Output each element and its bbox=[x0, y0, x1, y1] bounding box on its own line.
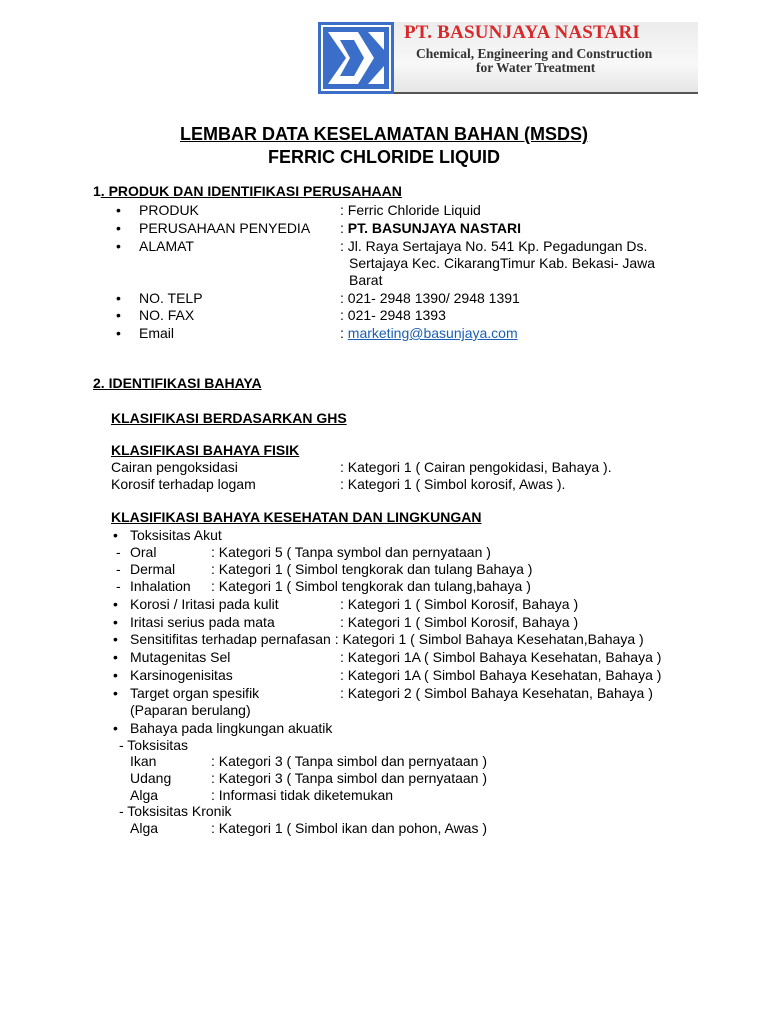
health-row-value: : Kategori 2 ( Simbol Bahaya Kesehatan, Bahaya ) bbox=[340, 685, 653, 701]
health-row-value: : Kategori 1 ( Simbol Korosif, Bahaya ) bbox=[340, 596, 579, 612]
row-value-produk: : Ferric Chloride Liquid bbox=[340, 202, 481, 218]
aquatic-hazard-label: Bahaya pada lingkungan akuatik bbox=[130, 720, 333, 736]
bullet-icon: • bbox=[113, 596, 118, 612]
row-value-alamat-1: : Jl. Raya Sertajaya No. 541 Kp. Pegadungan Ds. bbox=[340, 238, 648, 254]
company-logo-icon bbox=[318, 22, 394, 94]
section-1-heading bbox=[93, 183, 402, 200]
health-row-value: : Kategori 1 ( Simbol Korosif, Bahaya ) bbox=[340, 614, 579, 630]
health-row-label: Karsinogenisitas bbox=[130, 667, 233, 683]
chronic-row-value: : Kategori 1 ( Simbol ikan dan pohon, Awas ) bbox=[211, 820, 488, 836]
bullet-icon: • bbox=[113, 685, 118, 701]
row-label-telp: NO. TELP bbox=[139, 290, 203, 306]
document-title: LEMBAR DATA KESELAMATAN BAHAN (MSDS) bbox=[180, 124, 588, 144]
toxicity-row-label: Udang bbox=[130, 770, 172, 786]
chronic-toxicity-label: - Toksisitas Kronik bbox=[119, 803, 232, 819]
bullet-icon: • bbox=[116, 290, 121, 306]
bullet-icon: • bbox=[113, 667, 118, 683]
health-row-label: Iritasi serius pada mata bbox=[130, 614, 275, 630]
brand-box bbox=[394, 22, 698, 94]
bullet-icon: • bbox=[116, 202, 121, 218]
toxicity-row-value: : Informasi tidak diketemukan bbox=[211, 787, 394, 803]
section-1-title: . PRODUK DAN IDENTIFIKASI PERUSAHAAN bbox=[100, 183, 402, 199]
health-row-label: Korosi / Iritasi pada kulit bbox=[130, 596, 279, 612]
dash-icon: - bbox=[116, 561, 121, 577]
row-value-perusahaan bbox=[340, 220, 521, 237]
email-link[interactable]: marketing@basunjaya.com bbox=[347, 325, 518, 341]
company-name-value: PT. BASUNJAYA NASTARI bbox=[347, 220, 522, 236]
dash-icon: - bbox=[116, 544, 121, 560]
row-value-telp: : 021- 2948 1390/ 2948 1391 bbox=[340, 290, 520, 306]
health-hazard-heading: KLASIFIKASI BAHAYA KESEHATAN DAN LINGKUNGAN bbox=[111, 509, 482, 525]
bullet-icon: • bbox=[113, 720, 118, 736]
company-tagline-1: Chemical, Engineering and Construction bbox=[416, 46, 653, 61]
acute-row-label: Inhalation bbox=[130, 578, 191, 594]
acute-row-value: : Kategori 5 ( Tanpa symbol dan pernyataan ) bbox=[211, 544, 491, 560]
toxicity-label: - Toksisitas bbox=[119, 737, 188, 753]
health-row-label: Target organ spesifik bbox=[130, 685, 260, 701]
row-value-alamat-3: Barat bbox=[349, 272, 383, 288]
physical-row-value: : Kategori 1 ( Cairan pengokidasi, Bahaya ). bbox=[340, 459, 612, 475]
bullet-icon: • bbox=[116, 307, 121, 323]
bullet-icon: • bbox=[113, 614, 118, 630]
bullet-icon: • bbox=[116, 325, 121, 341]
toxicity-row-label: Alga bbox=[130, 787, 159, 803]
bullet-icon: • bbox=[113, 631, 118, 647]
bullet-icon: • bbox=[116, 220, 121, 236]
letterhead bbox=[318, 22, 698, 94]
health-row-value: : Kategori 1A ( Simbol Bahaya Kesehatan, Bahaya ) bbox=[340, 649, 662, 665]
separator: : bbox=[340, 325, 348, 341]
toxicity-row-value: : Kategori 3 ( Tanpa simbol dan pernyataan ) bbox=[211, 770, 488, 786]
health-row-label: Mutagenitas Sel bbox=[130, 649, 231, 665]
section-2-heading: 2. IDENTIFIKASI BAHAYA bbox=[93, 375, 262, 391]
physical-row-label: Korosif terhadap logam bbox=[111, 476, 256, 492]
acute-row-label: Dermal bbox=[130, 561, 176, 577]
health-row-value: : Kategori 1A ( Simbol Bahaya Kesehatan, Bahaya ) bbox=[340, 667, 662, 683]
acute-row-value: : Kategori 1 ( Simbol tengkorak dan tulang,bahaya ) bbox=[211, 578, 531, 594]
chronic-row-label: Alga bbox=[130, 820, 159, 836]
acute-row-label: Oral bbox=[130, 544, 157, 560]
health-row-label: Sensitifitas terhadap pernafasan : Kategori 1 ( Simbol Bahaya Kesehatan,Bahaya ) bbox=[130, 631, 644, 647]
physical-row-label: Cairan pengoksidasi bbox=[111, 459, 238, 475]
physical-row-value: : Kategori 1 ( Simbol korosif, Awas ). bbox=[340, 476, 566, 492]
company-name: PT. BASUNJAYA NASTARI bbox=[404, 22, 640, 43]
company-tagline-2: for Water Treatment bbox=[476, 60, 596, 75]
dash-icon: - bbox=[116, 578, 121, 594]
row-value-fax: : 021- 2948 1393 bbox=[340, 307, 446, 323]
row-label-produk: PRODUK bbox=[139, 202, 199, 218]
row-label-perusahaan: PERUSAHAAN PENYEDIA bbox=[139, 220, 311, 236]
document-subtitle: FERRIC CHLORIDE LIQUID bbox=[268, 147, 500, 167]
row-value-email bbox=[340, 325, 518, 342]
physical-hazard-heading: KLASIFIKASI BAHAYA FISIK bbox=[111, 442, 300, 458]
section-1-number: 1 bbox=[93, 183, 101, 199]
bullet-icon: • bbox=[116, 238, 121, 254]
bullet-icon: • bbox=[113, 649, 118, 665]
acute-toxicity-label: Toksisitas Akut bbox=[130, 527, 222, 543]
ghs-heading: KLASIFIKASI BERDASARKAN GHS bbox=[111, 410, 347, 426]
health-row-sublabel: (Paparan berulang) bbox=[130, 702, 251, 718]
row-label-fax: NO. FAX bbox=[139, 307, 195, 323]
row-label-alamat: ALAMAT bbox=[139, 238, 194, 254]
toxicity-row-value: : Kategori 3 ( Tanpa simbol dan pernyataan ) bbox=[211, 753, 488, 769]
acute-row-value: : Kategori 1 ( Simbol tengkorak dan tulang Bahaya ) bbox=[211, 561, 533, 577]
row-label-email: Email bbox=[139, 325, 175, 341]
separator: : bbox=[340, 220, 348, 236]
bullet-icon: • bbox=[113, 527, 118, 543]
row-value-alamat-2: Sertajaya Kec. CikarangTimur Kab. Bekasi- Jawa bbox=[349, 255, 656, 271]
toxicity-row-label: Ikan bbox=[130, 753, 157, 769]
